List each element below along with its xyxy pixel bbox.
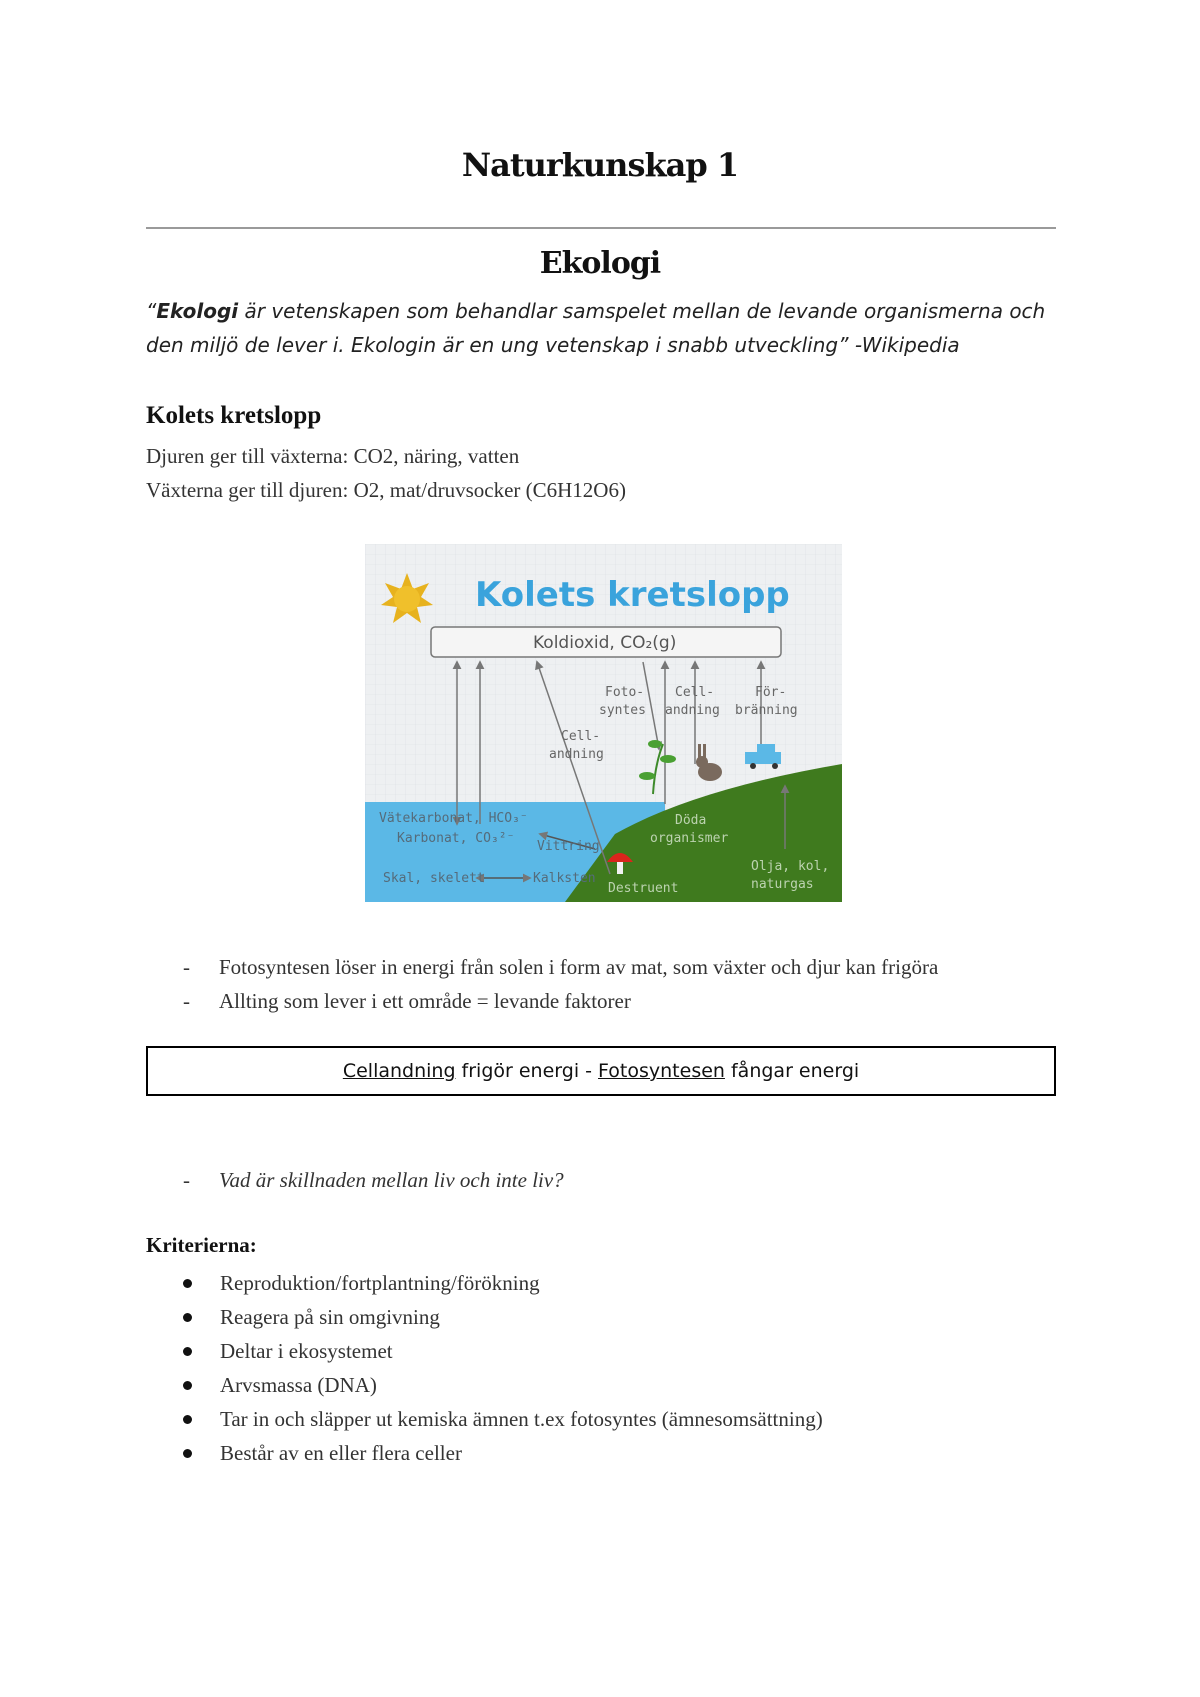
list-item: Tar in och släpper ut kemiska ämnen t.ex fotosyntes (ämnesomsättning): [183, 1402, 823, 1436]
criteria-heading: Kriterierna:: [146, 1233, 257, 1257]
carbon-cycle-heading: Kolets kretslopp: [146, 402, 322, 429]
life-question: - Vad är skillnaden mellan liv och inte liv?: [183, 1168, 564, 1192]
label-kalksten: Kalksten: [533, 871, 596, 886]
criteria-list: [183, 1266, 823, 1470]
label-vittring: Vittring: [537, 839, 600, 854]
dash-item-1: - Fotosyntesen löser in energi från solen i form av mat, som växter och djur kan frigöra: [183, 955, 939, 979]
label-vatekarbonat: Vätekarbonat, HCO₃⁻: [379, 811, 528, 826]
dash-item-text: Fotosyntesen löser in energi från solen i form av mat, som växter och djur kan frigöra: [219, 955, 939, 979]
carbon-cycle-figure: [365, 544, 842, 902]
label-karbonat: Karbonat, CO₃²⁻: [397, 831, 515, 846]
label-fotosyntes-1: Foto-: [605, 685, 645, 700]
bullet-icon: [183, 1347, 192, 1356]
label-fotosyntes-2: syntes: [599, 703, 646, 718]
bullet-icon: [183, 1415, 192, 1424]
bullet-icon: [183, 1449, 192, 1458]
list-item: Arvsmassa (DNA): [183, 1368, 823, 1402]
label-cellandning-left-2: andning: [549, 747, 604, 762]
label-forbranning-2: bränning: [735, 703, 798, 718]
question-text: Vad är skillnaden mellan liv och inte liv?: [219, 1168, 564, 1192]
dash-item-text: Allting som lever i ett område = levande faktorer: [219, 989, 631, 1013]
list-item: Reagera på sin omgivning: [183, 1300, 823, 1334]
label-doda-1: Döda: [675, 813, 707, 828]
quote-text: är vetenskapen som behandlar samspelet mellan de levande organismerna och den miljö de lever i. Ekologin är en ung vetenskap i snabb utveckling” -Wikipedia: [146, 299, 1046, 357]
animals-give-line: Djuren ger till växterna: CO2, näring, vatten: [146, 444, 520, 468]
callout-term-fotosyntesen: Fotosyntesen: [598, 1060, 725, 1082]
quote-open: “: [146, 299, 157, 323]
definition-quote: [146, 294, 1066, 362]
plants-give-line: Växterna ger till djuren: O2, mat/druvsocker (C6H12O6): [146, 478, 626, 502]
quote-term: Ekologi: [156, 299, 239, 323]
bullet-icon: [183, 1381, 192, 1390]
section-title: Ekologi: [539, 246, 661, 281]
label-skal: Skal, skelett: [383, 871, 485, 886]
dash-item-2: - Allting som lever i ett område = levande faktorer: [183, 989, 631, 1013]
list-item: Deltar i ekosystemet: [183, 1334, 823, 1368]
energy-callout: [146, 1046, 1056, 1096]
co2-box-label: Koldioxid, CO₂(g): [533, 633, 677, 653]
label-destruent: Destruent: [608, 881, 679, 896]
list-item: Består av en eller flera celler: [183, 1436, 823, 1470]
label-cellandning-top-1: Cell-: [675, 685, 715, 700]
bullet-icon: [183, 1279, 192, 1288]
callout-text-2: fångar energi: [724, 1060, 860, 1082]
title-divider: [146, 227, 1056, 229]
list-item: Reproduktion/fortplantning/förökning: [183, 1266, 823, 1300]
document-title: Naturkunskap 1: [461, 146, 739, 184]
label-doda-2: organismer: [650, 831, 729, 846]
label-cellandning-top-2: andning: [665, 703, 720, 718]
callout-text-1: frigör energi -: [455, 1060, 599, 1082]
figure-title: Kolets kretslopp: [475, 575, 790, 615]
bullet-icon: [183, 1313, 192, 1322]
label-olja-1: Olja, kol,: [751, 859, 830, 874]
label-olja-2: naturgas: [751, 877, 814, 892]
label-forbranning-1: För-: [755, 685, 787, 700]
callout-term-cellandning: Cellandning: [342, 1060, 456, 1082]
label-cellandning-left-1: Cell-: [561, 729, 601, 744]
